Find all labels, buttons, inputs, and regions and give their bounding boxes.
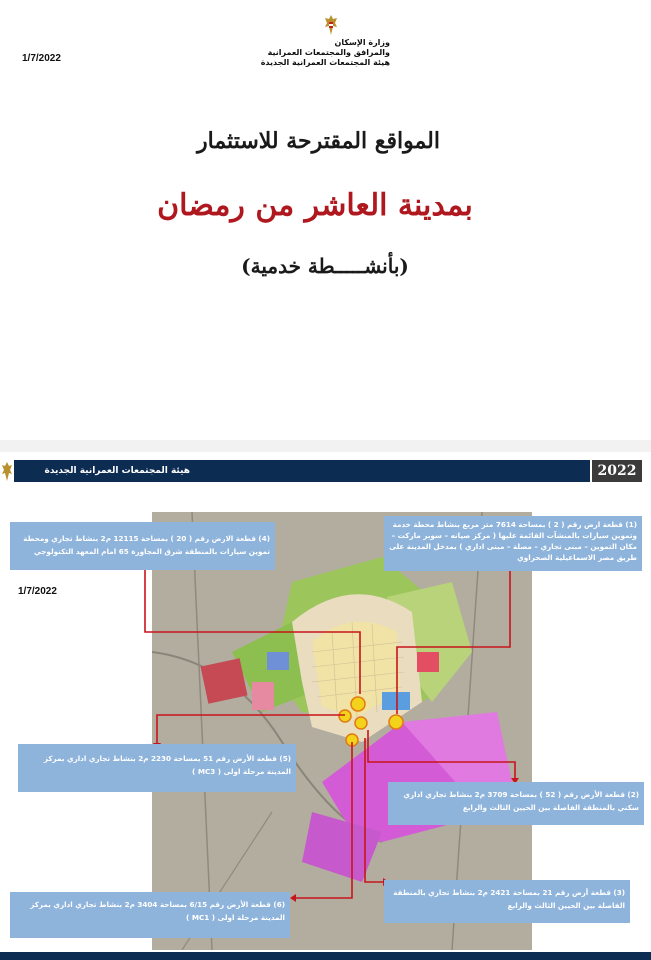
- ministry-line: والمرافق والمجتمعات العمرانية: [267, 48, 390, 57]
- callout-site-5: (5) قطعة الأرض رقم 51 بمساحة 2230 م2 بنشاط تجاري اداري بمركز المدينة مرحلة اولى ( MC3 ): [18, 744, 296, 792]
- page-title: المواقع المقترحة للاستثمار: [197, 128, 440, 154]
- callout-site-6: (6) قطعة الأرض رقم 6/15 بمساحة 3404 م2 بنشاط تجاري اداري بمركز المدينة مرحلة اولى ( MC1 ): [10, 892, 290, 938]
- header-authority-name: هيئة المجتمعات العمرانية الجديدة: [44, 466, 190, 476]
- ministry-line: هيئة المجتمعات العمرانية الجديدة: [260, 58, 390, 67]
- callout-site-2: (2) قطعة الأرض رقم ( 52 ) بمساحة 3709 م2 بنشاط تجاري اداري سكني بالمنطقة الفاصلة بين الحيين الثالث والرابع: [388, 782, 644, 825]
- document-date: 1/7/2022: [18, 586, 57, 597]
- page-subtitle: (بأنشـــــطة خدمية): [241, 254, 409, 278]
- callout-site-1: (1) قطعة ارض رقم ( 2 ) بمساحة 7614 متر مربع بنشاط محطة خدمة وتموين سيارات بالمنشآت القائمة عليها ( مركز صيانه – سوبر ماركت – مكان التموين – مبنى تجاري – مصلة – مبنى اداري ) بمدخل المدينة على طريق مصر الاسماعيلية الصحراوي: [384, 516, 642, 571]
- callout-site-3: (3) قطعة أرض رقم 21 بمساحة 2421 م2 بنشاط تجاري بالمنطقة الفاصلة بين الحيين الثالث والرابع: [384, 880, 630, 923]
- map-page: [0, 452, 651, 960]
- cover-page: [0, 0, 651, 440]
- page-separator: [0, 440, 651, 452]
- egypt-eagle-icon: [323, 14, 339, 36]
- ministry-line: وزارة الإسكان: [334, 38, 390, 47]
- callout-site-4: (4) قطعة الارض رقم ( 20 ) بمساحة 12115 م2 بنشاط تجاري ومحطة تموين سيارات بالمنطقة شرق المجاورة 65 امام المعهد التكنولوجي: [10, 522, 275, 570]
- header-year: 2022: [592, 460, 642, 482]
- document-date: 1/7/2022: [22, 53, 61, 64]
- next-page-header-band: [0, 952, 651, 960]
- city-title: بمدينة العاشر من رمضان: [157, 188, 473, 223]
- ministry-name: [250, 38, 390, 68]
